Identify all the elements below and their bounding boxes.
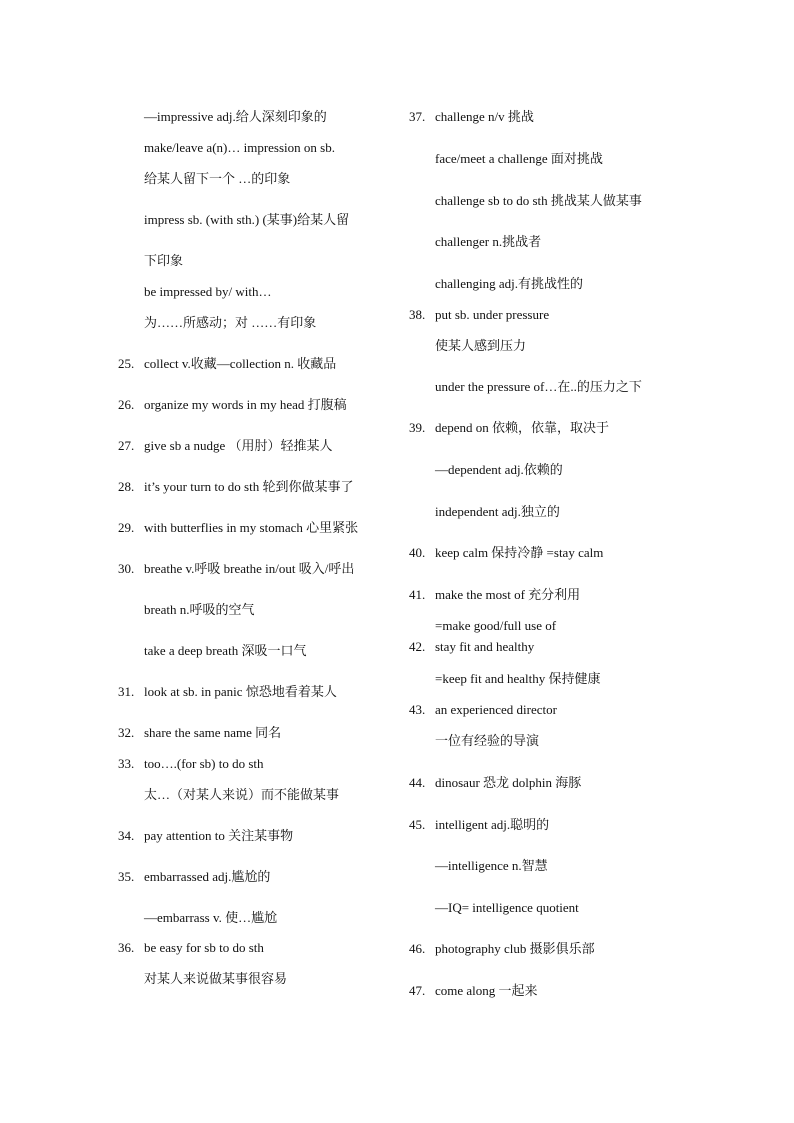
entry-text: under the pressure of…在..的压力之下 bbox=[435, 379, 642, 394]
vocab-entry bbox=[409, 770, 739, 796]
vocab-entry bbox=[409, 499, 739, 525]
entry-number: 43. bbox=[409, 702, 426, 717]
entry-text: 对某人来说做某事很容易 bbox=[144, 971, 288, 986]
vocab-entry bbox=[409, 634, 739, 660]
entry-text: challenger n.挑战者 bbox=[435, 234, 542, 249]
entry-number: 44. bbox=[409, 775, 426, 790]
vocab-entry bbox=[409, 271, 739, 297]
entry-text: pay attention to 关注某事物 bbox=[144, 828, 294, 843]
entry-text: =keep fit and healthy 保持健康 bbox=[435, 671, 601, 686]
entry-number: 47. bbox=[409, 983, 426, 998]
entry-text: impress sb. (with sth.) (某事)给某人留 bbox=[144, 212, 350, 227]
vocab-entry bbox=[118, 782, 388, 808]
vocab-entry bbox=[409, 697, 739, 723]
vocab-entry bbox=[409, 853, 739, 879]
entry-text: —dependent adj.依赖的 bbox=[435, 462, 563, 477]
vocab-entry bbox=[409, 302, 739, 328]
vocab-entry bbox=[118, 433, 388, 459]
vocab-entry bbox=[118, 935, 388, 961]
vocab-entry bbox=[118, 207, 388, 233]
entry-number: 37. bbox=[409, 109, 426, 124]
entry-text: 为……所感动；对 ……有印象 bbox=[144, 315, 317, 330]
vocab-entry bbox=[409, 146, 739, 172]
entry-text: challenging adj.有挑战性的 bbox=[435, 276, 584, 291]
entry-text: put sb. under pressure bbox=[435, 307, 550, 322]
vocab-entry bbox=[118, 679, 388, 705]
entry-text: 太…（对某人来说）而不能做某事 bbox=[144, 787, 340, 802]
vocab-entry bbox=[409, 229, 739, 255]
vocab-entry bbox=[409, 812, 739, 838]
entry-text: intelligent adj.聪明的 bbox=[435, 817, 550, 832]
vocab-entry bbox=[409, 936, 739, 962]
vocab-entry bbox=[409, 188, 739, 214]
entry-number: 46. bbox=[409, 941, 426, 956]
entry-text: stay fit and healthy bbox=[435, 639, 535, 654]
entry-text: —IQ= intelligence quotient bbox=[435, 900, 579, 915]
entry-number: 28. bbox=[118, 479, 135, 494]
entry-text: embarrassed adj.尴尬的 bbox=[144, 869, 271, 884]
entry-number: 31. bbox=[118, 684, 135, 699]
vocab-entry bbox=[409, 582, 739, 608]
vocab-entry bbox=[409, 333, 739, 359]
entry-number: 40. bbox=[409, 545, 426, 560]
entry-text: photography club 摄影俱乐部 bbox=[435, 941, 595, 956]
entry-number: 41. bbox=[409, 587, 426, 602]
entry-number: 32. bbox=[118, 725, 135, 740]
vocab-entry bbox=[118, 556, 388, 582]
vocab-entry bbox=[118, 104, 388, 130]
entry-number: 45. bbox=[409, 817, 426, 832]
entry-number: 27. bbox=[118, 438, 135, 453]
entry-number: 36. bbox=[118, 940, 135, 955]
vocab-entry bbox=[409, 540, 739, 566]
entry-text: challenge sb to do sth 挑战某人做某事 bbox=[435, 193, 642, 208]
entry-text: challenge n/v 挑战 bbox=[435, 109, 534, 124]
entry-text: —impressive adj.给人深刻印象的 bbox=[144, 109, 327, 124]
entry-text: be easy for sb to do sth bbox=[144, 940, 264, 955]
vocab-entry bbox=[118, 966, 388, 992]
entry-number: 38. bbox=[409, 307, 426, 322]
vocab-entry bbox=[409, 666, 739, 692]
vocab-entry bbox=[118, 905, 388, 931]
entry-text: =make good/full use of bbox=[435, 618, 557, 633]
entry-text: —embarrass v. 使…尴尬 bbox=[144, 910, 278, 925]
entry-text: give sb a nudge （用肘）轻推某人 bbox=[144, 438, 333, 453]
vocab-entry bbox=[409, 978, 739, 1004]
entry-text: an experienced director bbox=[435, 702, 557, 717]
vocab-entry bbox=[118, 597, 388, 623]
vocab-entry bbox=[409, 415, 739, 441]
entry-text: keep calm 保持冷静 =stay calm bbox=[435, 545, 604, 560]
vocab-entry bbox=[118, 279, 388, 305]
right-column bbox=[409, 104, 739, 1004]
entry-text: organize my words in my head 打腹稿 bbox=[144, 397, 347, 412]
entry-text: breath n.呼吸的空气 bbox=[144, 602, 255, 617]
entry-text: 下印象 bbox=[144, 253, 184, 268]
vocab-entry bbox=[118, 720, 388, 746]
entry-number: 34. bbox=[118, 828, 135, 843]
entry-text: make the most of 充分利用 bbox=[435, 587, 581, 602]
vocab-entry bbox=[118, 135, 388, 161]
entry-text: share the same name 同名 bbox=[144, 725, 282, 740]
vocab-entry bbox=[118, 392, 388, 418]
entry-text: depend on 依赖，依靠，取决于 bbox=[435, 420, 610, 435]
entry-text: 一位有经验的导演 bbox=[435, 733, 540, 748]
entry-text: 使某人感到压力 bbox=[435, 338, 527, 353]
entry-text: 给某人留下一个 …的印象 bbox=[144, 171, 291, 186]
entry-text: be impressed by/ with… bbox=[144, 284, 272, 299]
entry-text: come along 一起来 bbox=[435, 983, 538, 998]
vocab-entry bbox=[118, 751, 388, 777]
entry-text: look at sb. in panic 惊恐地看着某人 bbox=[144, 684, 337, 699]
entry-number: 26. bbox=[118, 397, 135, 412]
entry-number: 30. bbox=[118, 561, 135, 576]
vocab-entry bbox=[118, 864, 388, 890]
entry-text: breathe v.呼吸 breathe in/out 吸入/呼出 bbox=[144, 561, 355, 576]
vocab-entry bbox=[409, 457, 739, 483]
entry-number: 42. bbox=[409, 639, 426, 654]
entry-text: —intelligence n.智慧 bbox=[435, 858, 548, 873]
entry-number: 33. bbox=[118, 756, 135, 771]
vocab-entry bbox=[409, 895, 739, 921]
left-column bbox=[118, 104, 388, 992]
entry-text: dinosaur 恐龙 dolphin 海豚 bbox=[435, 775, 582, 790]
entry-number: 25. bbox=[118, 356, 135, 371]
vocab-entry bbox=[118, 166, 388, 192]
entry-text: it’s your turn to do sth 轮到你做某事了 bbox=[144, 479, 354, 494]
entry-text: collect v.收藏—collection n. 收藏品 bbox=[144, 356, 337, 371]
entry-number: 39. bbox=[409, 420, 426, 435]
vocab-entry bbox=[118, 638, 388, 664]
vocab-entry bbox=[409, 104, 739, 130]
vocab-entry bbox=[409, 728, 739, 754]
entry-number: 35. bbox=[118, 869, 135, 884]
entry-text: take a deep breath 深吸一口气 bbox=[144, 643, 307, 658]
vocab-entry bbox=[409, 374, 739, 400]
entry-text: make/leave a(n)… impression on sb. bbox=[144, 140, 335, 155]
vocab-entry bbox=[118, 310, 388, 336]
entry-text: with butterflies in my stomach 心里紧张 bbox=[144, 520, 359, 535]
entry-text: independent adj.独立的 bbox=[435, 504, 560, 519]
entry-number: 29. bbox=[118, 520, 135, 535]
vocab-entry bbox=[118, 248, 388, 274]
vocab-entry bbox=[118, 515, 388, 541]
vocab-entry bbox=[118, 823, 388, 849]
vocab-entry bbox=[118, 474, 388, 500]
entry-text: too….(for sb) to do sth bbox=[144, 756, 264, 771]
entry-text: face/meet a challenge 面对挑战 bbox=[435, 151, 603, 166]
vocab-entry bbox=[118, 351, 388, 377]
